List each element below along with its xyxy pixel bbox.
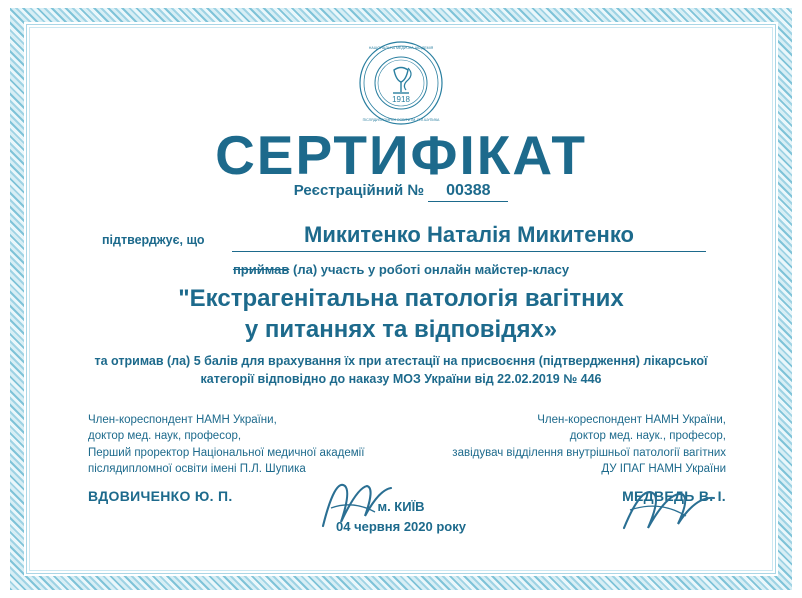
event-title-line-2: у питаннях та відповідях» <box>244 315 558 343</box>
signatory-right-name: МЕДВЕДЬ В. І. <box>622 488 726 505</box>
recipient-name: Микитенко Наталія Микитенко <box>232 222 706 252</box>
svg-text:НАЦІОНАЛЬНА МЕДИЧНА АКАДЕМІЯ: НАЦІОНАЛЬНА МЕДИЧНА АКАДЕМІЯ <box>368 46 434 50</box>
participation-struck-word: приймав <box>232 262 290 277</box>
registration-label: Реєстраційний № <box>293 182 425 199</box>
signatory-right-line-2: доктор мед. наук., професор, <box>569 430 726 443</box>
academy-emblem-icon <box>358 40 444 126</box>
points-line-2: категорії відповідно до наказу МОЗ України від 22.02.2019 № 446 <box>200 372 602 387</box>
svg-text:1918: 1918 <box>392 95 410 104</box>
registration-line <box>36 182 766 202</box>
event-title-line-1: "Екстрагенітальна патологія вагітних <box>178 285 624 312</box>
signatory-right-line-1: Член-кореспондент НАМН України, <box>537 414 726 426</box>
signature-block-left <box>88 412 408 507</box>
signatory-right-line-3: завідувач відділення внутрішньої патології вагітних <box>452 446 726 459</box>
signature-block-right <box>406 412 726 507</box>
signatory-left-line-3: Перший проректор Національної медичної академії <box>88 446 365 459</box>
svg-text:ПІСЛЯДИПЛОМНОЇ ОСВІТИ ІМ. П.Л.: ПІСЛЯДИПЛОМНОЇ ОСВІТИ ІМ. П.Л.ШУПИКА <box>362 118 440 122</box>
event-title <box>66 284 736 345</box>
place: м. КИЇВ <box>377 499 425 514</box>
points-line-1: та отримав (ла) 5 балів для врахування їх при атестації на присвоєння (підтвердження) лікарської <box>94 354 708 368</box>
signatory-right-line-4: ДУ ІПАГ НАМН України <box>601 462 726 475</box>
date: 04 червня 2020 року <box>336 518 466 534</box>
place-and-date <box>36 497 766 536</box>
signatory-left-name: ВДОВИЧЕНКО Ю. П. <box>88 488 233 505</box>
page-title: СЕРТИФІКАТ <box>215 124 587 186</box>
points-statement <box>76 352 726 388</box>
certificate-content <box>36 32 766 566</box>
confirm-label: підтверджує, що <box>102 233 205 247</box>
recipient-row <box>36 222 766 252</box>
participation-text: (ла) участь у роботі онлайн майстер-класу <box>293 262 570 277</box>
participation-line <box>36 262 766 277</box>
signatory-left-line-2: доктор мед. наук, професор, <box>88 430 242 443</box>
registration-number: 00388 <box>428 182 508 202</box>
signatory-left-line-4: післядипломної освіти імені П.Л. Шупика <box>88 462 306 475</box>
signatory-left-line-1: Член-кореспондент НАМН України, <box>88 414 277 426</box>
